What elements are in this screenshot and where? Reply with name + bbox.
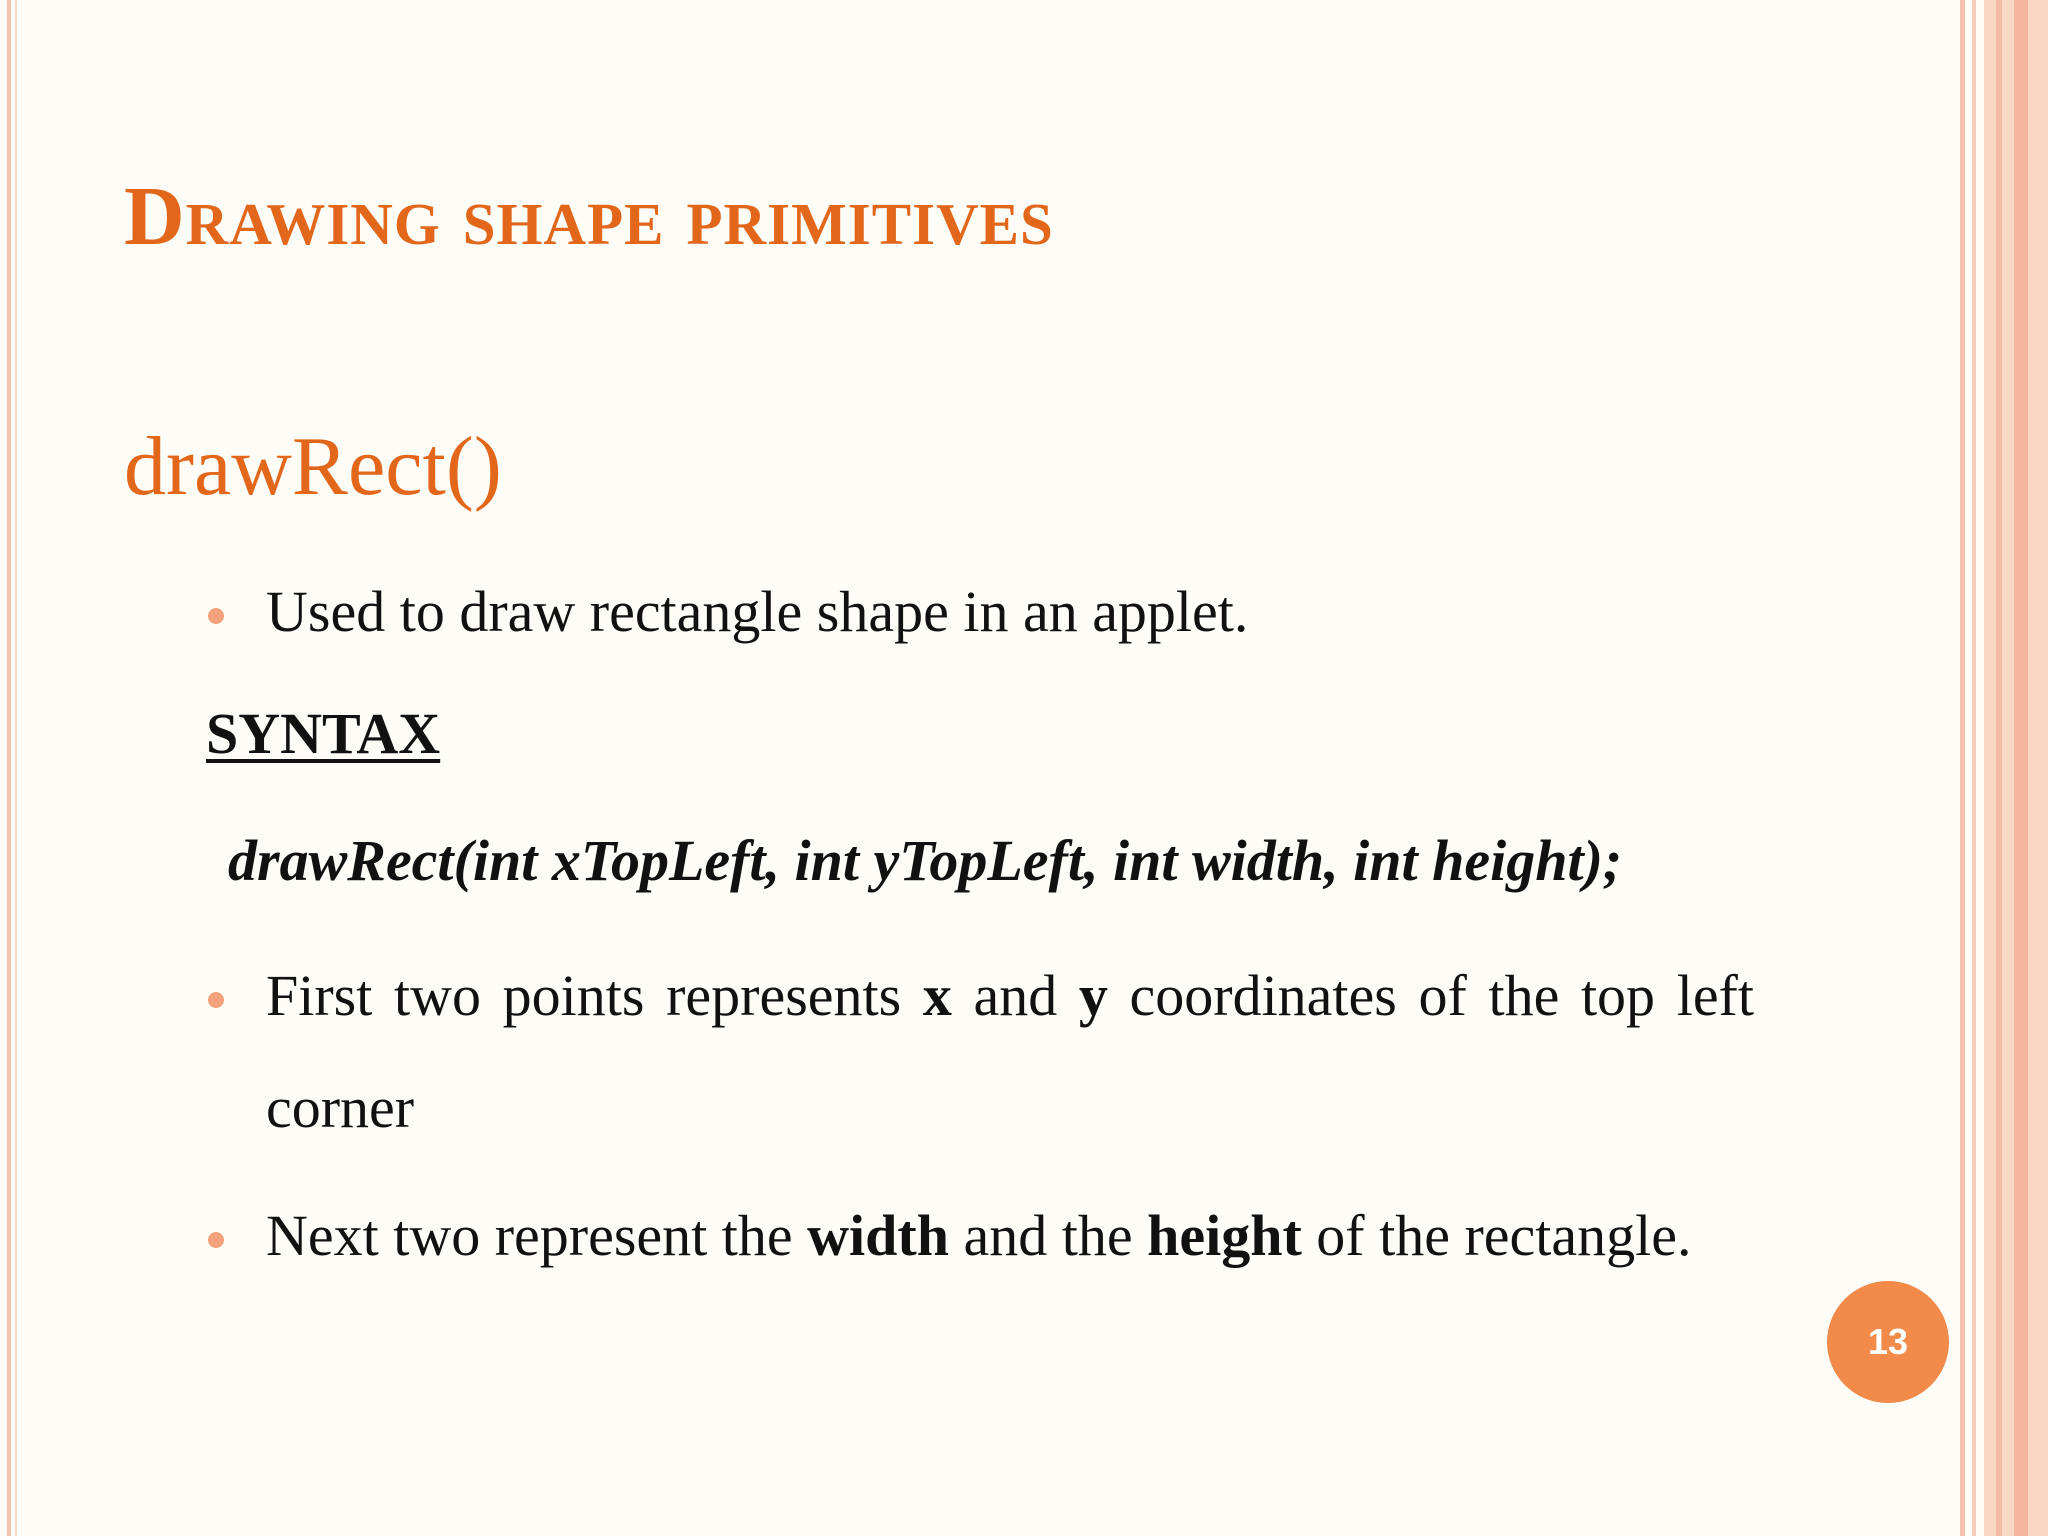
bullet-item-2 [208, 940, 1754, 1164]
left-border-line-inner [15, 0, 17, 1536]
bullet-text-segment: Next two represent the [266, 1203, 808, 1268]
bullet-text [266, 940, 1754, 1164]
page-number-badge: 13 [1827, 1281, 1949, 1403]
bold-term-x: x [922, 963, 952, 1028]
bullet-text-segment: First two points represents [266, 963, 923, 1028]
bullet-text-segment: coordinates of the top left corner [266, 963, 1754, 1140]
slide-subtitle: drawRect() [124, 420, 502, 513]
bullet-text-segment: of the rectangle. [1301, 1203, 1692, 1268]
syntax-label: SYNTAX [206, 701, 441, 766]
right-border-stripe [2014, 0, 2028, 1536]
bullet-text [266, 1180, 1754, 1292]
bold-term-height: height [1147, 1203, 1302, 1268]
bold-term-y: y [1078, 963, 1108, 1028]
right-border-stripe [1960, 0, 1965, 1536]
syntax-code: drawRect(int xTopLeft, int yTopLeft, int width, int height); [228, 828, 1623, 893]
slide-title: Drawing shape primitives [124, 170, 1054, 263]
bullet-text-segment: and the [948, 1203, 1148, 1268]
right-border-stripe [1972, 0, 1976, 1536]
left-border-line [7, 0, 11, 1536]
bullet-text: Used to draw rectangle shape in an applet. [266, 579, 1249, 644]
bullet-text-segment: and [951, 963, 1079, 1028]
bullet-item-3 [208, 1180, 1754, 1404]
bullet-dot-icon [208, 608, 224, 624]
bullet-item-1 [208, 556, 1754, 668]
bold-term-width: width [807, 1203, 949, 1268]
bullet-dot-icon [208, 1232, 224, 1248]
right-border-stripe [1996, 0, 2002, 1536]
bullet-dot-icon [208, 992, 224, 1008]
